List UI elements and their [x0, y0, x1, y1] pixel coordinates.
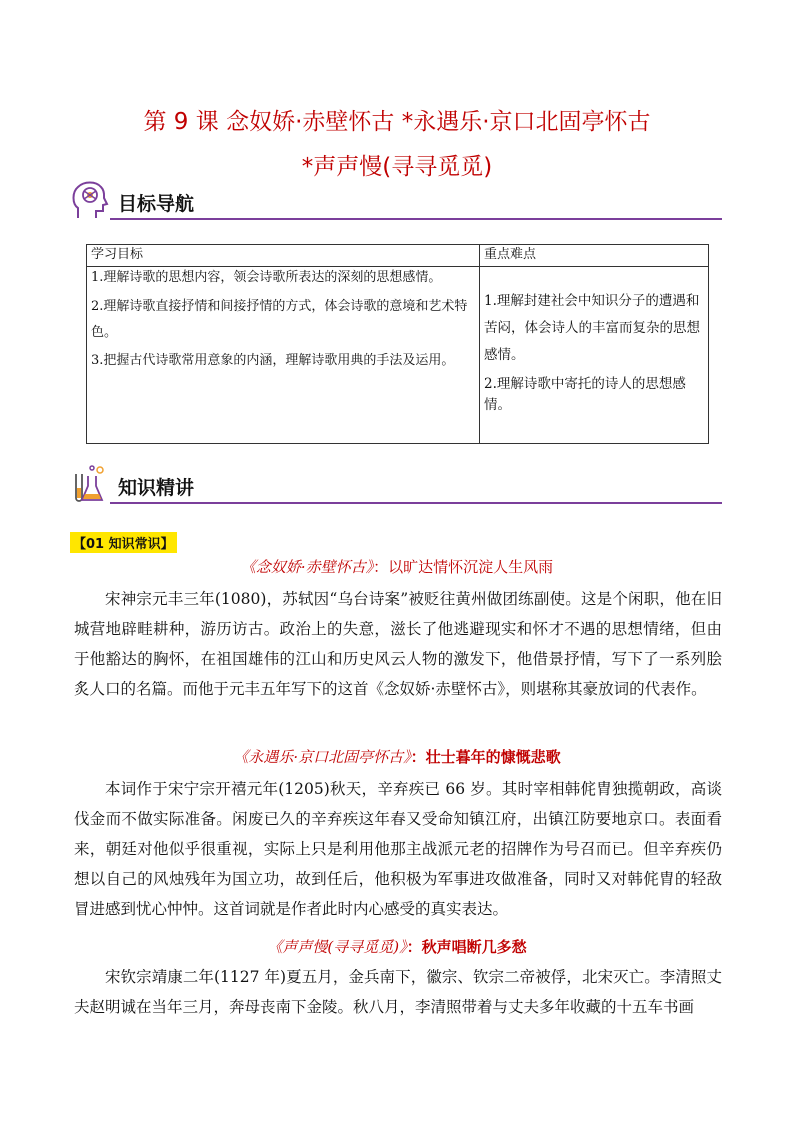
- section-divider: [110, 218, 722, 220]
- work-heading: [0, 746, 794, 767]
- body-paragraph: 宋钦宗靖康二年(1127 年)夏五月，金兵南下，徽宗、钦宗二帝被俘，北宋灭亡。李清照丈夫赵明诚在当年三月，奔母丧南下金陵。秋八月，李清照带着与丈夫多年收藏的十五车书画: [74, 968, 722, 1016]
- brain-head-icon: [70, 178, 110, 220]
- work-theme: ：壮士暮年的慷慨悲歌: [410, 748, 561, 766]
- goal-item: 1.理解诗歌的思想内容，领会诗歌所表达的深刻的思想感情。: [91, 269, 442, 285]
- body-paragraph: 宋神宗元丰三年(1080)，苏轼因“乌台诗案”被贬往黄州做团练副使。这是个闲职，他在旧城营地辟畦耕种，游历访古。政治上的失意，滋长了他逃避现实和怀才不遇的思想情绪，但由于他豁达的胸怀，在祖国雄伟的江山和历史风云人物的激发下，他借景抒情，写下了一系列脍炙人口的名篇。而他于元丰五年写下的这首《念奴娇·赤壁怀古》，则堪称其豪放词的代表作。: [74, 590, 722, 698]
- section-title-knowledge: 知识精讲: [118, 477, 195, 499]
- work-title: 《永遇乐·京口北固亭怀古》: [233, 748, 411, 766]
- work-title: 《念奴娇·赤壁怀古》: [240, 558, 374, 576]
- work-theme: ：秋声唱断几多愁: [406, 938, 527, 956]
- section-divider: [110, 502, 722, 504]
- goal-item: 3.把握古代诗歌常用意象的内涵，理解诗歌用典的手法及运用。: [91, 352, 455, 368]
- goals-cell: [87, 266, 480, 443]
- keypoint-item: 2.理解诗歌中寄托的诗人的思想感情。: [484, 375, 686, 414]
- table-header-keypoints: 重点难点: [480, 245, 709, 267]
- work-title: 《声声慢(寻寻觅觅)》: [267, 938, 407, 956]
- table-row: [87, 266, 709, 443]
- work-theme: ：以旷达情怀沉淀人生风雨: [373, 558, 554, 576]
- keypoints-cell: [480, 266, 709, 443]
- keypoint-item: 1.理解封建社会中知识分子的遭遇和苦闷，体会诗人的丰富而复杂的思想感情。: [484, 292, 700, 363]
- lesson-title: 第 9 课 念奴娇·赤壁怀古 *永遇乐·京口北固亭怀古: [143, 109, 651, 135]
- section-title-goals: 目标导航: [118, 193, 195, 215]
- body-paragraph: 本词作于宋宁宗开禧元年(1205)秋天，辛弃疾已 66 岁。其时宰相韩侂胄独揽朝政，高谈伐金而不做实际准备。闲废已久的辛弃疾这年春又受命知镇江府，出镇江防要地京口。表面看来，朝廷对他似乎很重视，实际上只是利用他那主战派元老的招牌作为号召而已。但辛弃疾仍想以自己的风烛残年为国立功，故到任后，他积极为军事进攻做准备，同时又对韩侂胄的轻敌冒进感到忧心忡忡。这首词就是作者此时内心感受的真实表达。: [74, 780, 722, 918]
- knowledge-tag: 【01 知识常识】: [70, 532, 177, 553]
- section-header-goals: [70, 176, 722, 220]
- table-header-goals: 学习目标: [87, 245, 480, 267]
- goal-item: 2.理解诗歌直接抒情和间接抒情的方式，体会诗歌的意境和艺术特色。: [91, 298, 468, 340]
- work-heading: [0, 936, 794, 957]
- work-heading: [0, 556, 794, 577]
- table-header-row: [87, 245, 709, 267]
- lab-flask-icon: [70, 462, 110, 504]
- lesson-subtitle: *声声慢(寻寻觅觅): [301, 154, 493, 180]
- goals-table: [86, 244, 709, 444]
- section-header-knowledge: [70, 460, 722, 504]
